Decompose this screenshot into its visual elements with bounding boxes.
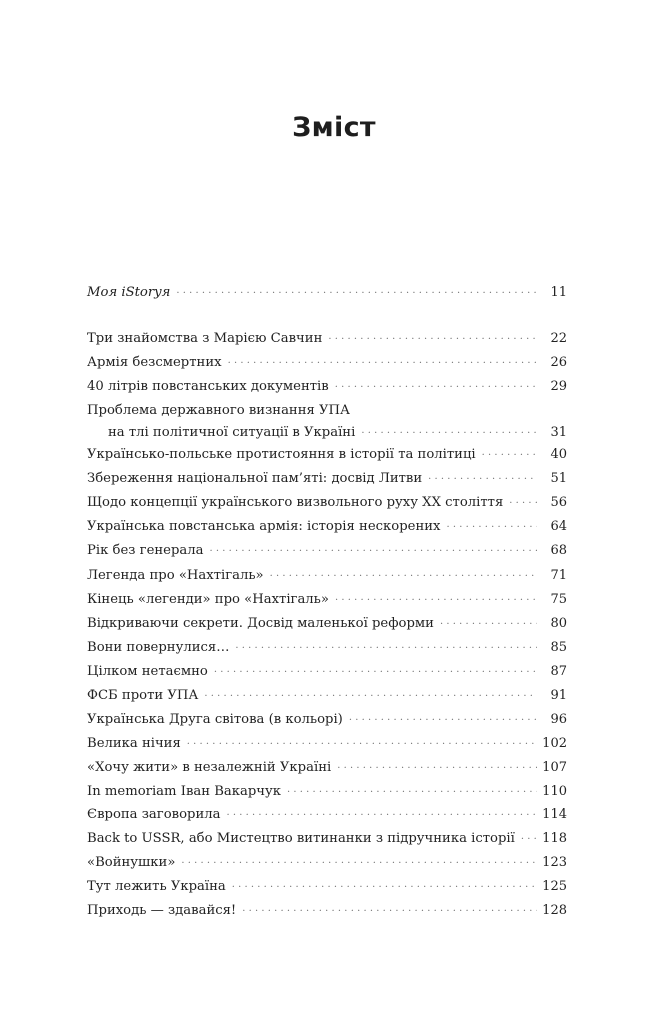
toc-entry-page: 56 — [550, 495, 567, 510]
toc-entry[interactable] — [87, 684, 567, 708]
dot-leader — [428, 468, 537, 492]
dot-leader — [187, 733, 537, 757]
toc-entry-page: 123 — [542, 855, 567, 870]
toc-entry-title-line1: Проблема державного визнання УПА — [87, 403, 351, 418]
toc-entry-page: 40 — [550, 447, 567, 462]
toc-entry-title: Тут лежить Україна — [87, 879, 226, 894]
toc-entry[interactable] — [87, 780, 567, 804]
toc-entry-page: 107 — [542, 760, 567, 775]
toc-entry[interactable] — [87, 851, 567, 875]
toc-entry-title: In memoriam Іван Вакарчук — [87, 784, 282, 799]
toc-entry-page: 128 — [542, 903, 567, 918]
toc-entry-title: Українсько-польське протистояння в історії та політиці — [87, 447, 476, 462]
toc-entry-page: 114 — [542, 807, 567, 822]
toc-entry-page: 68 — [550, 543, 567, 558]
dot-leader — [335, 376, 537, 400]
dot-leader — [287, 781, 537, 805]
toc-entry-page: 51 — [550, 471, 567, 486]
toc-entry[interactable] — [87, 327, 567, 351]
dot-leader — [335, 589, 537, 613]
toc-entry-title: ФСБ проти УПА — [87, 688, 199, 703]
toc-entry-page: 80 — [550, 616, 567, 631]
dot-leader — [232, 876, 537, 900]
toc-entry-title: Європа заговорила — [87, 807, 221, 822]
toc-entry-title: Рік без генерала — [87, 543, 204, 558]
toc-entry-title: «Хочу жити» в незалежній Україні — [87, 760, 332, 775]
toc-entry[interactable] — [87, 443, 567, 467]
toc-entry-page: 102 — [542, 736, 567, 751]
toc-entry-title: Цілком нетаємно — [87, 664, 208, 679]
dot-leader — [337, 757, 537, 781]
toc-entry-page: 26 — [550, 355, 567, 370]
toc-entry-page: 75 — [550, 592, 567, 607]
dot-leader — [440, 613, 537, 637]
toc-entry-title: Відкриваючи секрети. Досвід маленької реформи — [87, 616, 434, 631]
toc-entry[interactable] — [87, 827, 567, 851]
toc-entry[interactable] — [87, 421, 567, 445]
toc-entry-page: 85 — [550, 640, 567, 655]
dot-leader — [210, 540, 537, 564]
toc-entry-page: 22 — [550, 331, 567, 346]
toc-entry-page: 31 — [550, 425, 567, 440]
toc-entry-title: Кінець «легенди» про «Нахтігаль» — [87, 592, 329, 607]
dot-leader — [521, 828, 537, 852]
dot-leader — [509, 492, 537, 516]
dot-leader — [446, 516, 537, 540]
toc-entry[interactable] — [87, 351, 567, 375]
toc-entry-title: Армія безсмертних — [87, 355, 222, 370]
toc-entry-page: 96 — [550, 712, 567, 727]
toc-entry[interactable] — [87, 539, 567, 563]
toc-entry[interactable] — [87, 612, 567, 636]
dot-leader — [349, 709, 537, 733]
toc-entry-page: 110 — [542, 784, 567, 799]
dot-leader — [181, 852, 537, 876]
toc-entry-title: Велика нічия — [87, 736, 181, 751]
toc-entry[interactable] — [87, 708, 567, 732]
dot-leader — [226, 804, 537, 828]
toc-entry[interactable] — [87, 875, 567, 899]
toc-entry[interactable] — [87, 515, 567, 539]
toc-entry-page: 11 — [550, 285, 567, 300]
toc-entry[interactable] — [87, 732, 567, 756]
toc-entry-page: 64 — [550, 519, 567, 534]
toc-entry[interactable] — [87, 803, 567, 827]
toc-entry-title: Моя iStoryя — [87, 285, 171, 300]
dot-leader — [328, 328, 537, 352]
toc-entry-page: 125 — [542, 879, 567, 894]
toc-entry[interactable] — [87, 564, 567, 588]
toc-entry[interactable] — [87, 281, 567, 305]
dot-leader — [270, 565, 537, 589]
dot-leader — [228, 352, 537, 376]
toc-entry-title: «Войнушки» — [87, 855, 176, 870]
toc-entry-title: Збереження національної пам’яті: досвід Литви — [87, 471, 423, 486]
toc-entry-page: 118 — [542, 831, 567, 846]
toc-entry[interactable] — [87, 491, 567, 515]
toc-entry-title: Легенда про «Нахтігаль» — [87, 568, 264, 583]
toc-entry[interactable] — [87, 588, 567, 612]
dot-leader — [235, 637, 537, 661]
dot-leader — [242, 900, 537, 924]
toc-entry[interactable] — [87, 636, 567, 660]
dot-leader — [176, 282, 537, 306]
toc-entry-title: Щодо концепції українського визвольного руху XX століття — [87, 495, 504, 510]
toc-entry-title: Українська Друга світова (в кольорі) — [87, 712, 343, 727]
toc-entry-title: Приходь — здавайся! — [87, 903, 237, 918]
dot-leader — [214, 661, 537, 685]
toc-entry-title: Три знайомства з Марією Савчин — [87, 331, 323, 346]
toc-entry-title: на тлі політичної ситуації в Україні — [108, 425, 356, 440]
toc-entry-page: 87 — [550, 664, 567, 679]
toc-entry[interactable] — [87, 467, 567, 491]
toc-entry-title: Back to USSR, або Мистецтво витинанки з підручника історії — [87, 831, 515, 846]
toc-entry[interactable] — [87, 899, 567, 923]
toc-entry-page: 91 — [550, 688, 567, 703]
toc-entry-page: 71 — [550, 568, 567, 583]
dot-leader — [482, 444, 537, 468]
toc-entry[interactable] — [87, 375, 567, 399]
toc-entry[interactable] — [87, 660, 567, 684]
toc-entry-title: 40 літрів повстанських документів — [87, 379, 329, 394]
dot-leader — [204, 685, 537, 709]
toc-entry-page: 29 — [550, 379, 567, 394]
toc-entry-title: Вони повернулися… — [87, 640, 230, 655]
toc-entry-title: Українська повстанська армія: історія нескорених — [87, 519, 441, 534]
toc-entry[interactable] — [87, 756, 567, 780]
page-title: Зміст — [292, 112, 376, 143]
